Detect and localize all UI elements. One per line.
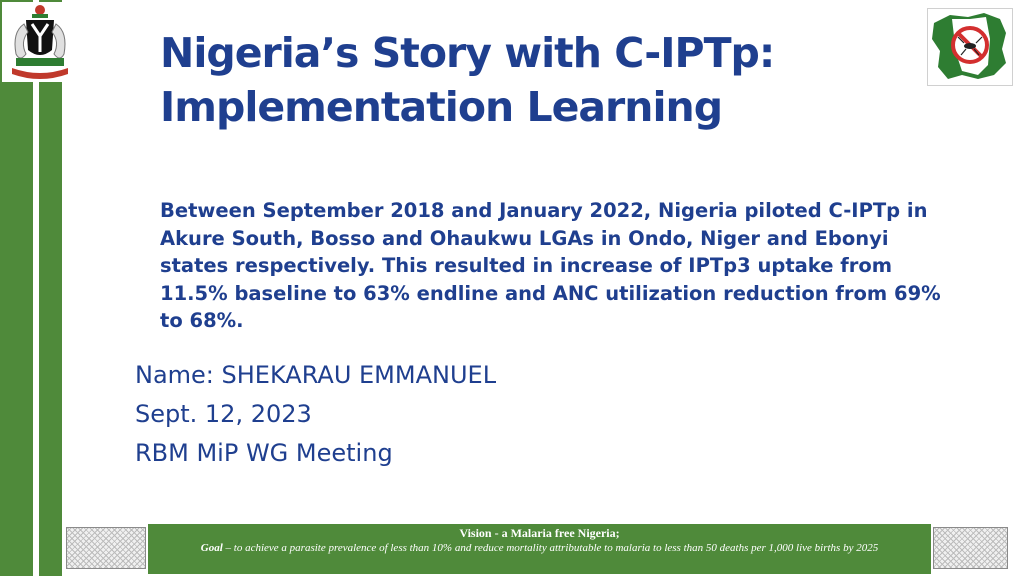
slide-title-line-2: Implementation Learning bbox=[160, 83, 723, 131]
left-green-stripe-inner bbox=[39, 0, 62, 576]
event-name: RBM MiP WG Meeting bbox=[135, 439, 393, 467]
footer-pattern-right bbox=[933, 527, 1008, 569]
slide-title-line-1: Nigeria’s Story with C-IPTp: bbox=[160, 29, 775, 77]
presentation-date: Sept. 12, 2023 bbox=[135, 400, 312, 428]
goal-label: Goal bbox=[200, 542, 223, 554]
nigeria-map-no-mosquito-icon bbox=[927, 8, 1013, 86]
footer-pattern-left bbox=[66, 527, 146, 569]
goal-statement bbox=[148, 540, 931, 556]
vision-goal-footer bbox=[148, 524, 931, 574]
left-green-stripe bbox=[0, 0, 33, 576]
goal-text: – to achieve a parasite prevalence of less than 10% and reduce mortality attributable to malaria to less than 50 deaths per 1,000 live births by 2025 bbox=[222, 542, 879, 554]
coat-of-arms-icon bbox=[2, 2, 78, 82]
pilot-summary-text: Between September 2018 and January 2022, Nigeria piloted C-IPTp in Akure South, Bosso and Ohaukwu LGAs in Ondo, Niger and Ebonyi states respectively. This resulted in increase of IPTp3 uptake from 11.5% baseline to 63% endline and ANC utilization reduction from 69% to 68%. bbox=[160, 199, 941, 332]
presenter-name: Name: SHEKARAU EMMANUEL bbox=[135, 361, 497, 389]
slide-title bbox=[160, 26, 880, 134]
vision-statement: Vision - a Malaria free Nigeria; bbox=[459, 526, 620, 540]
